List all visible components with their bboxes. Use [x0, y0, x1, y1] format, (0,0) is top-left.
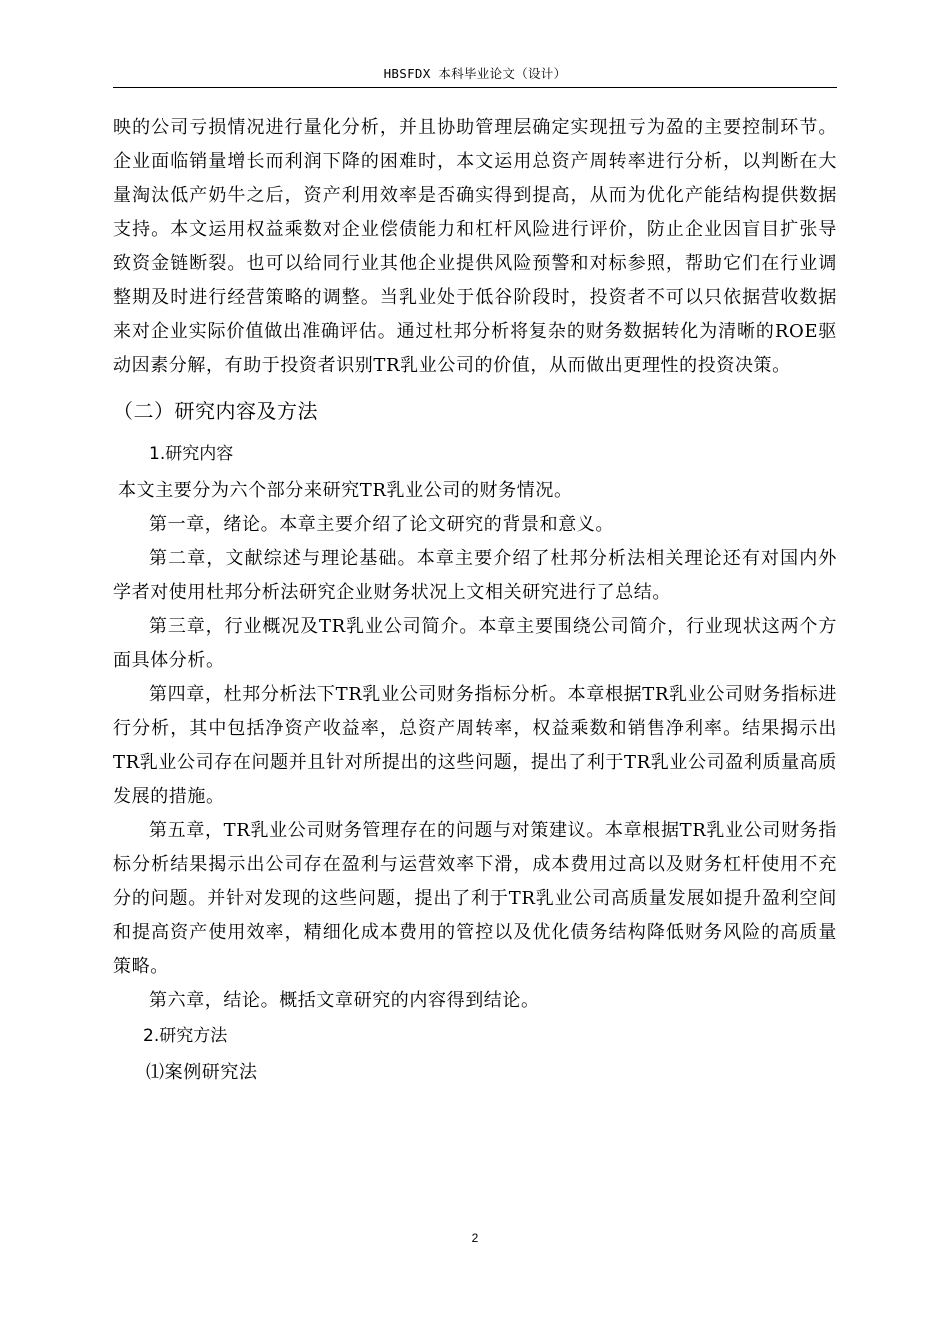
section-title: （二）研究内容及方法 [113, 399, 318, 423]
subsection-title-research-method: 2.研究方法 [143, 1026, 228, 1046]
chapter-6-paragraph: 第六章，结论。概括文章研究的内容得到结论。 [149, 990, 540, 1011]
page-header: HBSFDX 本科毕业论文（设计） [383, 66, 567, 81]
chapter-1-paragraph: 第一章，绪论。本章主要介绍了论文研究的背景和意义。 [149, 514, 614, 535]
chapter-4-paragraph: 第四章，杜邦分析法下TR乳业公司财务指标分析。本章根据TR乳业公司财务指标进行分析，其中包括净资产收益率，总资产周转率，权益乘数和销售净利率。结果揭示出TR乳业公司存在问题并且针对所提出的这些问题，提出了利于TR乳业公司盈利质量高质发展的措施。 [113, 684, 837, 807]
chapter-2-paragraph: 第二章，文献综述与理论基础。本章主要介绍了杜邦分析法相关理论还有对国内外学者对使用杜邦分析法研究企业财务状况上文相关研究进行了总结。 [113, 548, 837, 603]
page-number: 2 [471, 1231, 479, 1245]
intro-paragraph: 映的公司亏损情况进行量化分析，并且协助管理层确定实现扭亏为盈的主要控制环节。企业面临销量增长而利润下降的困难时，本文运用总资产周转率进行分析，以判断在大量淘汰低产奶牛之后，资产利用效率是否确实得到提高，从而为优化产能结构提供数据支持。本文运用权益乘数对企业偿债能力和杠杆风险进行评价，防止企业因盲目扩张导致资金链断裂。也可以给同行业其他企业提供风险预警和对标参照，帮助它们在行业调整期及时进行经营策略的调整。当乳业处于低谷阶段时，投资者不可以只依据营收数据来对企业实际价值做出准确评估。通过杜邦分析将复杂的财务数据转化为清晰的ROE驱动因素分解，有助于投资者识别TR乳业公司的价值，从而做出更理性的投资决策。 [113, 117, 837, 376]
overview-paragraph: 本文主要分为六个部分来研究TR乳业公司的财务情况。 [118, 480, 573, 501]
header-divider [113, 87, 837, 88]
chapter-5-paragraph: 第五章，TR乳业公司财务管理存在的问题与对策建议。本章根据TR乳业公司财务指标分析结果揭示出公司存在盈利与运营效率下滑，成本费用过高以及财务杠杆使用不充分的问题。并针对发现的这些问题，提出了利于TR乳业公司高质量发展如提升盈利空间和提高资产使用效率，精细化成本费用的管控以及优化债务结构降低财务风险的高质量策略。 [113, 820, 837, 977]
subsection-title-research-content: 1.研究内容 [149, 444, 234, 464]
chapter-3-paragraph: 第三章，行业概况及TR乳业公司简介。本章主要围绕公司简介，行业现状这两个方面具体分析。 [113, 616, 837, 671]
document-body [113, 111, 837, 1090]
method-case-study: ⑴案例研究法 [146, 1062, 258, 1083]
